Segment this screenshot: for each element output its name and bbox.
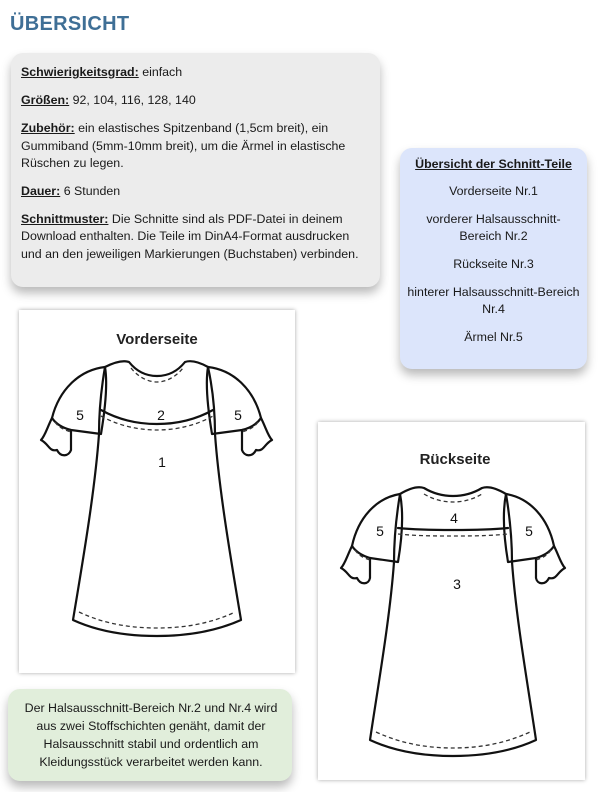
back-yoke-seam (398, 528, 508, 530)
parts-item: Vorderseite Nr.1 (449, 184, 538, 198)
duration-label: Dauer: (21, 184, 61, 199)
back-label-yoke: 4 (450, 510, 458, 526)
back-dress-drawing (318, 422, 585, 780)
front-hem-stitch (79, 612, 235, 628)
front-view-figure (19, 310, 295, 673)
parts-item: Rückseite Nr.3 (453, 257, 534, 271)
pattern-parts-card (400, 148, 587, 369)
difficulty-label: Schwierigkeitsgrad: (21, 65, 139, 79)
materials-label: Zubehör: (21, 121, 75, 136)
back-hem-stitch (376, 732, 530, 748)
front-view-title: Vorderseite (116, 331, 198, 348)
back-label-sleeve-right: 5 (525, 523, 533, 539)
front-label-sleeve-left: 5 (76, 407, 84, 423)
back-view-title: Rückseite (419, 451, 491, 468)
difficulty-value: einfach (138, 65, 183, 79)
back-label-sleeve-left: 5 (376, 523, 384, 539)
front-label-yoke: 2 (157, 407, 165, 423)
note-text: Der Halsausschnitt-Bereich Nr.2 und Nr.4 wird aus zwei Stoffschichten genäht, damit der Halsausschnitt stabil und ordentlich am Kleidungsstück verarbeitet werden kann. (24, 701, 278, 769)
front-dress-drawing (19, 310, 295, 673)
parts-item: vorderer Halsausschnitt-Bereich Nr.2 (426, 212, 561, 243)
info-card (11, 53, 380, 287)
back-view-figure (318, 422, 585, 780)
back-label-body: 3 (453, 576, 461, 592)
difficulty-line (21, 64, 370, 81)
sizes-line (21, 92, 370, 109)
materials-line (21, 120, 370, 172)
pattern-value: Die Schnitte sind als PDF-Datei in deinem Download enthalten. Die Teile im DinA4-Format ausdrucken und an den jeweiligen Markierungen (Buchstaben) verbinden. (21, 212, 359, 261)
parts-heading: Übersicht der Schnitt-Teile (415, 157, 572, 171)
pattern-label: Schnittmuster: (21, 212, 109, 227)
sizes-label: Größen: (21, 93, 70, 108)
front-label-body: 1 (158, 454, 166, 470)
note-card (8, 689, 292, 781)
page-title: ÜBERSICHT (10, 13, 130, 35)
back-yoke-stitch (398, 534, 508, 536)
sizes-value: 92, 104, 116, 128, 140 (69, 93, 196, 108)
back-dress-outline (370, 487, 536, 756)
pattern-line (21, 211, 370, 263)
duration-line (21, 183, 370, 200)
materials-value: ein elastisches Spitzenband (1,5cm breit), ein Gummiband (5mm-10mm breit), um die Ärmel in elastische Rüschen zu legen. (21, 121, 346, 170)
parts-item: hinterer Halsausschnitt-Bereich Nr.4 (407, 285, 580, 316)
duration-value: 6 Stunden (60, 184, 121, 199)
front-label-sleeve-right: 5 (234, 407, 242, 423)
parts-item: Ärmel Nr.5 (464, 330, 523, 344)
front-dress-outline (73, 361, 241, 636)
